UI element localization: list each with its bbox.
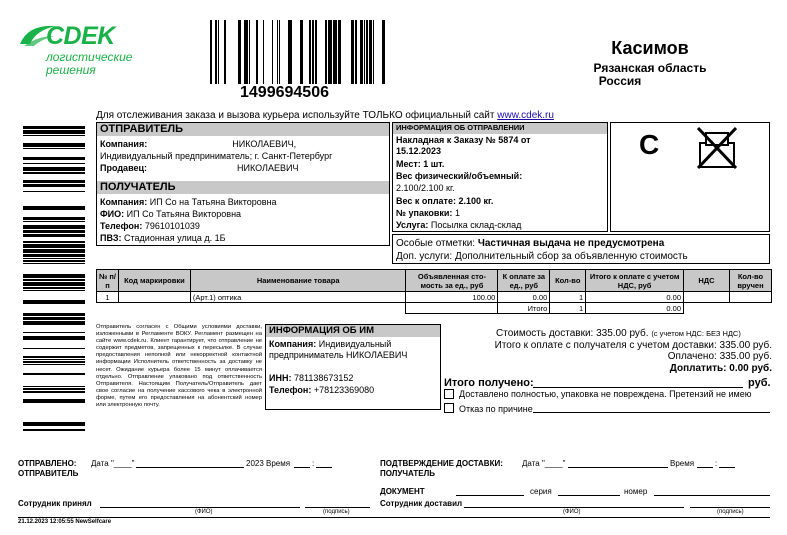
barcode-bar xyxy=(23,157,85,160)
sent-minute-line[interactable] xyxy=(316,467,332,468)
barcode-bar xyxy=(23,130,85,134)
barcode-bar xyxy=(23,388,85,390)
barcode-bar xyxy=(366,20,368,84)
barcode-bar xyxy=(23,254,85,257)
barcode-bar xyxy=(23,332,85,333)
barcode-bar xyxy=(224,20,226,84)
barcode-bar xyxy=(272,20,273,84)
confirm-hour-line[interactable] xyxy=(697,467,713,468)
barcode-bar xyxy=(23,143,85,147)
barcode-bar xyxy=(23,263,85,264)
document-number-line[interactable] xyxy=(654,495,770,496)
delivered-sign-line[interactable] xyxy=(690,507,770,508)
received-amount-line[interactable] xyxy=(533,387,743,388)
barcode-bar xyxy=(373,20,374,84)
im-info-block xyxy=(265,324,441,410)
cdek-site-link[interactable]: www.cdek.ru xyxy=(497,110,554,121)
delivered-sign-caption: (подпись) xyxy=(717,509,744,515)
im-inn: ИНН: 781138673152 xyxy=(269,373,354,383)
no-stacking-icon xyxy=(697,127,737,169)
barcode-bar xyxy=(309,20,311,84)
confirm-time-colon: : xyxy=(715,459,718,468)
confirm-time-label: Время xyxy=(670,459,695,468)
extra-to-pay: Доплатить: 0.00 руб. xyxy=(669,363,772,374)
barcode-bar xyxy=(23,317,85,320)
recipient-pvz: ПВЗ: Стадионная улица д. 1Б xyxy=(100,233,226,243)
table-row: 1 (Арт.1) оптика 100.00 0.00 1 0.00 xyxy=(97,292,772,303)
sent-hour-line[interactable] xyxy=(294,467,310,468)
shipment-info-block xyxy=(392,122,608,232)
confirm-date-label: Дата "____" xyxy=(522,459,566,468)
col-qty: Кол-во xyxy=(550,270,586,292)
shipment-service: Услуга: Посылка склад-склад xyxy=(396,220,522,230)
barcode-bar xyxy=(23,373,85,375)
barcode-bar xyxy=(23,356,85,358)
destination-city: Касимов xyxy=(611,38,689,58)
im-phone: Телефон: +78123369080 xyxy=(269,385,375,395)
barcode-bar xyxy=(249,20,250,84)
barcode-bar xyxy=(23,336,85,340)
barcode-bar xyxy=(23,258,85,259)
barcode-bar xyxy=(23,391,85,393)
sent-date-line[interactable] xyxy=(136,467,244,468)
col-name: Наименование товара xyxy=(190,270,406,292)
recipient-phone: Телефон: 79610101039 xyxy=(100,221,200,231)
shipment-weight-value: 2.100/2.100 кг. xyxy=(396,183,455,193)
document-type-line[interactable] xyxy=(456,495,524,496)
barcode-bar xyxy=(364,20,365,84)
barcode-bar xyxy=(23,126,85,129)
items-table xyxy=(96,269,772,314)
cdek-logo xyxy=(18,22,153,82)
barcode-bar xyxy=(23,290,85,291)
barcode-bar xyxy=(288,20,292,84)
barcode-number: 1499694506 xyxy=(240,84,329,101)
special-notes-block xyxy=(392,234,770,264)
sent-date-label: Дата "____" xyxy=(91,459,135,468)
refusal-checkbox[interactable] xyxy=(444,403,454,413)
extra-services: Доп. услуги: Дополнительный сбор за объявленную стоимость xyxy=(396,251,688,262)
barcode-bar xyxy=(315,20,317,84)
barcode-bar xyxy=(218,20,219,84)
barcode-bar xyxy=(23,300,85,304)
sender-seller: Продавец: НИКОЛАЕВИЧ xyxy=(100,163,299,173)
accepted-fio-line[interactable] xyxy=(100,507,300,508)
barcode-bar xyxy=(279,20,280,84)
confirm-minute-line[interactable] xyxy=(719,467,735,468)
barcode-bar xyxy=(23,241,85,243)
special-notes: Особые отметки: Частичная выдача не предусмотрена xyxy=(396,238,665,249)
barcode-bar xyxy=(23,348,85,349)
sender-company-line2: Индивидуальный предприниматель; г. Санкт-Петербург xyxy=(100,151,333,161)
barcode-bar xyxy=(328,20,332,84)
accepted-sign-caption: (подпись) xyxy=(323,509,350,515)
barcode-bar xyxy=(210,20,212,84)
sent-year-time-label: 2023 Время xyxy=(246,459,291,468)
barcode-bar xyxy=(23,172,85,174)
barcode-bar xyxy=(23,191,85,192)
delivered-fio-caption: (ФИО) xyxy=(563,509,581,515)
shipment-places: Мест: 1 шт. xyxy=(396,159,445,169)
barcode-bar xyxy=(369,20,372,84)
barcode-bar xyxy=(355,20,357,84)
im-info-header: ИНФОРМАЦИЯ ОБ ИМ xyxy=(266,325,440,337)
barcode-bar xyxy=(360,20,363,84)
top-barcode xyxy=(210,20,388,86)
brand-tagline-1: логистические xyxy=(46,50,133,64)
barcode-bar xyxy=(23,313,85,316)
barcode-bar xyxy=(263,20,264,84)
barcode-bar xyxy=(23,260,85,262)
barcode-bar xyxy=(23,359,85,360)
destination-region: Рязанская область xyxy=(593,61,707,75)
barcode-bar xyxy=(23,221,85,222)
footer-sender-label: ОТПРАВИТЕЛЬ xyxy=(18,469,79,478)
barcode-bar xyxy=(238,20,241,84)
barcode-bar xyxy=(23,225,85,229)
col-num: № п/п xyxy=(97,270,119,292)
barcode-bar xyxy=(23,180,85,183)
barcode-bar xyxy=(23,274,85,278)
barcode-bar xyxy=(23,217,85,220)
col-marking: Код маркировки xyxy=(118,270,190,292)
barcode-bar xyxy=(23,386,85,387)
received-label: Итого получено: xyxy=(444,377,534,389)
brand-name: CDEK xyxy=(46,22,115,50)
col-vat: НДС xyxy=(684,270,730,292)
col-delivered: Кол-во вручен xyxy=(729,270,771,292)
sender-company: Компания: НИКОЛАЕВИЧ, xyxy=(100,139,297,149)
barcode-bar xyxy=(23,399,85,403)
barcode-bar xyxy=(23,287,85,289)
side-barcode xyxy=(23,126,85,440)
document-number-label: номер xyxy=(624,487,648,496)
barcode-bar xyxy=(244,20,248,84)
destination-country: Россия xyxy=(598,74,642,88)
refusal-label: Отказ по причине xyxy=(459,404,533,414)
sender-header: ОТПРАВИТЕЛЬ xyxy=(97,123,389,136)
barcode-bar xyxy=(300,20,303,84)
delivered-ok-checkbox[interactable] xyxy=(444,389,454,399)
document-series-line[interactable] xyxy=(558,495,620,496)
delivered-by-label: Сотрудник доставил xyxy=(380,499,463,508)
barcode-bar xyxy=(23,364,85,365)
footer-recipient-label: ПОЛУЧАТЕЛЬ xyxy=(380,469,435,478)
refusal-reason-line[interactable] xyxy=(533,412,770,413)
shipment-invoice: Накладная к Заказу № 5874 от 15.12.2023 xyxy=(396,135,531,156)
barcode-bar xyxy=(23,321,85,325)
barcode-bar xyxy=(23,163,85,164)
document-series-label: серия xyxy=(530,487,552,496)
print-stamp: 21.12.2023 12:05:55 NewSelfcare xyxy=(18,519,112,525)
barcode-bar xyxy=(23,148,85,149)
barcode-bar xyxy=(351,20,354,84)
items-table-header xyxy=(97,270,772,292)
barcode-bar xyxy=(23,422,85,426)
barcode-bar xyxy=(325,20,327,84)
sent-label: ОТПРАВЛЕНО: xyxy=(18,459,77,468)
recipient-header: ПОЛУЧАТЕЛЬ xyxy=(97,181,389,194)
total-to-pay: Итого к оплате с получателя с учетом доставки: 335.00 руб. xyxy=(494,340,772,351)
confirm-date-line[interactable] xyxy=(568,467,668,468)
received-unit: руб. xyxy=(748,377,771,389)
barcode-bar xyxy=(382,20,385,84)
table-total-row: Итого 1 0.00 xyxy=(97,303,772,314)
barcode-bar xyxy=(23,230,85,233)
barcode-bar xyxy=(338,20,341,84)
barcode-bar xyxy=(215,20,217,84)
delivery-cost: Стоимость доставки: 335.00 руб. (с учетом НДС: БЕЗ НДС) xyxy=(496,328,741,339)
barcode-bar xyxy=(277,20,278,84)
barcode-bar xyxy=(23,167,85,171)
delivery-confirm-label: ПОДТВЕРЖДЕНИЕ ДОСТАВКИ: xyxy=(380,459,503,468)
sender-recipient-block xyxy=(96,122,390,246)
barcode-bar xyxy=(23,361,85,363)
barcode-bar xyxy=(23,184,85,187)
shipment-weight-label: Вес физический/объемный: xyxy=(396,171,523,181)
im-company: Компания: Индивидуальный предприниматель НИКОЛАЕВИЧ xyxy=(269,339,408,360)
sent-time-colon: : xyxy=(312,459,315,468)
col-declared: Объявленная сто- мость за ед., руб xyxy=(406,270,498,292)
shipment-info-header: ИНФОРМАЦИЯ ОБ ОТПРАВЛЕНИИ xyxy=(393,123,607,134)
col-pay-unit: К оплате за ед., руб xyxy=(498,270,550,292)
barcode-bar xyxy=(333,20,337,84)
accepted-fio-caption: (ФИО) xyxy=(195,509,213,515)
shipment-pay-weight: Вес к оплате: 2.100 кг. xyxy=(396,196,494,206)
zone-box xyxy=(610,122,770,232)
barcode-bar xyxy=(23,249,85,253)
barcode-bar xyxy=(23,206,85,210)
shipment-packages: № упаковки: 1 xyxy=(396,208,460,218)
paid-amount: Оплачено: 335.00 руб. xyxy=(667,351,772,362)
document-label: ДОКУМЕНТ xyxy=(380,487,425,496)
barcode-bar xyxy=(23,244,85,248)
barcode-bar xyxy=(23,282,85,286)
barcode-bar xyxy=(312,20,314,84)
delivered-fio-line[interactable] xyxy=(464,507,684,508)
barcode-bar xyxy=(23,279,85,281)
accepted-sign-line[interactable] xyxy=(305,507,370,508)
barcode-bar xyxy=(23,135,85,136)
tracking-note-text: Для отслеживания заказа и вызова курьера используйте ТОЛЬКО официальный сайт xyxy=(96,110,495,121)
brand-tagline-2: решения xyxy=(46,63,96,77)
barcode-bar xyxy=(23,234,85,237)
tracking-note xyxy=(96,110,554,122)
col-total: Итого к оплате с учетом НДС, руб xyxy=(586,270,684,292)
accepted-by-label: Сотрудник принял xyxy=(18,499,92,508)
recipient-fio: ФИО: ИП Со Татьяна Викторовна xyxy=(100,209,242,219)
footer-divider xyxy=(18,517,770,518)
barcode-bar xyxy=(23,429,85,431)
delivered-ok-label: Доставлено полностью, упаковка не повреждена. Претензий не имею xyxy=(459,389,752,399)
recipient-company: Компания: ИП Со на Татьяна Викторовна xyxy=(100,197,277,207)
legal-terms: Отправитель согласен с Общими условиями доставки, изложенными в Регламенте ВОКУ. Регламент размещен на сайте www.cdek.ru. Клиент гарантирует, что отправление не содержит предметов, запрещенных к пересылке. В случае предоставления неполной или некорректной контактной информации Исполнитель ответственность за доставку не несет. Ожидание курьера более 15 минут оплачивается отдельно. Отправление упаковано под ответственность Отправителя. Настоящим Получатель/Отправитель дает свое согласие на получение кассового чека в электронной форме, путем его предоставления на абонентский номер или электронную почту. xyxy=(96,324,262,409)
zone-letter: С xyxy=(639,129,660,160)
barcode-bar xyxy=(256,20,258,84)
